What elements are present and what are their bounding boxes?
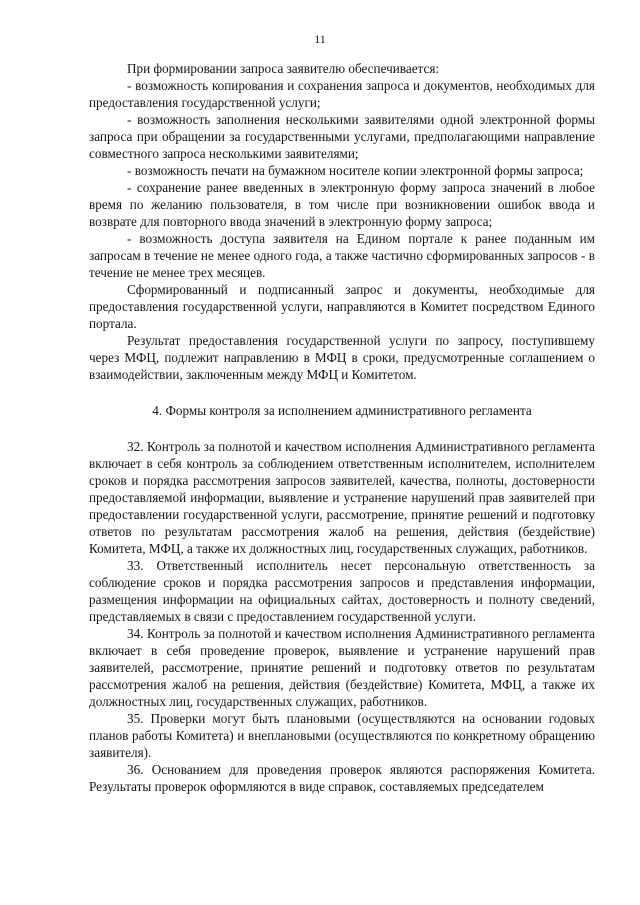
- paragraph: - возможность копирования и сохранения запроса и документов, необходимых для предоставления государственной услуги;: [89, 78, 595, 110]
- paragraph: - сохранение ранее введенных в электронную форму запроса значений в любое время по желанию пользователя, в том числе при возникновении ошибок ввода и возврате для повторного ввода значений в электронную форму запроса;: [89, 180, 595, 229]
- paragraph: - возможность печати на бумажном носителе копии электронной формы запроса;: [127, 163, 584, 178]
- paragraph: 33. Ответственный исполнитель несет персональную ответственность за соблюдение сроков и порядка рассмотрения запросов и представления информации, размещения информации на официальных сайтах, достоверность и полноту сведений, представляемых в связи с предоставлением государственной услуги.: [89, 558, 595, 624]
- paragraph: 36. Основанием для проведения проверок являются распоряжения Комитета. Результаты проверок оформляются в виде справок, составляемых председателем: [89, 762, 595, 794]
- paragraph: 34. Контроль за полнотой и качеством исполнения Административного регламента включает в себя проведение проверок, выявление и устранение нарушений прав заявителей, рассмотрение, принятие решений и подготовку ответов по результатам рассмотрения жалоб на решения, действия (бездействие) Комитета, МФЦ, а также их должностных лиц, государственных служащих, работников.: [89, 626, 595, 709]
- page-number: 11: [314, 32, 326, 46]
- paragraph: - возможность заполнения несколькими заявителями одной электронной формы запроса при обращении за государственными услугами, предполагающими направление совместного запроса несколькими заявителями;: [89, 112, 595, 161]
- paragraph: - возможность доступа заявителя на Едином портале к ранее поданным им запросам в течение не менее одного года, а также частично сформированных запросов - в течение не менее трех месяцев.: [89, 231, 595, 280]
- paragraph: 32. Контроль за полнотой и качеством исполнения Административного регламента включает в себя контроль за соблюдением ответственным исполнителем, исполнителем сроков и порядка рассмотрения запросов заявителей, качества, полноты, достоверности предоставляемой информации, выявление и устранение нарушений прав заявителей при предоставлении государственной услуги, рассмотрение, принятие решений и подготовку ответов по результатам рассмотрения жалоб на решения, действия (бездействие) Комитета, МФЦ, а также их должностных лиц, государственных служащих, работников.: [89, 439, 595, 556]
- document-body: [89, 60, 595, 795]
- paragraph: Сформированный и подписанный запрос и документы, необходимые для предоставления государственной услуги, направляются в Комитет посредством Единого портала.: [89, 282, 595, 331]
- paragraph: 35. Проверки могут быть плановыми (осуществляются на основании годовых планов работы Комитета) и внеплановыми (осуществляются по конкретному обращению заявителя).: [89, 711, 595, 760]
- paragraph: При формировании запроса заявителю обеспечивается:: [127, 61, 440, 76]
- section-heading: 4. Формы контроля за исполнением административного регламента: [152, 403, 532, 418]
- paragraph: Результат предоставления государственной услуги по запросу, поступившему через МФЦ, подлежит направлению в МФЦ в сроки, предусмотренные соглашением о взаимодействии, заключенным между МФЦ и Комитетом.: [89, 333, 595, 382]
